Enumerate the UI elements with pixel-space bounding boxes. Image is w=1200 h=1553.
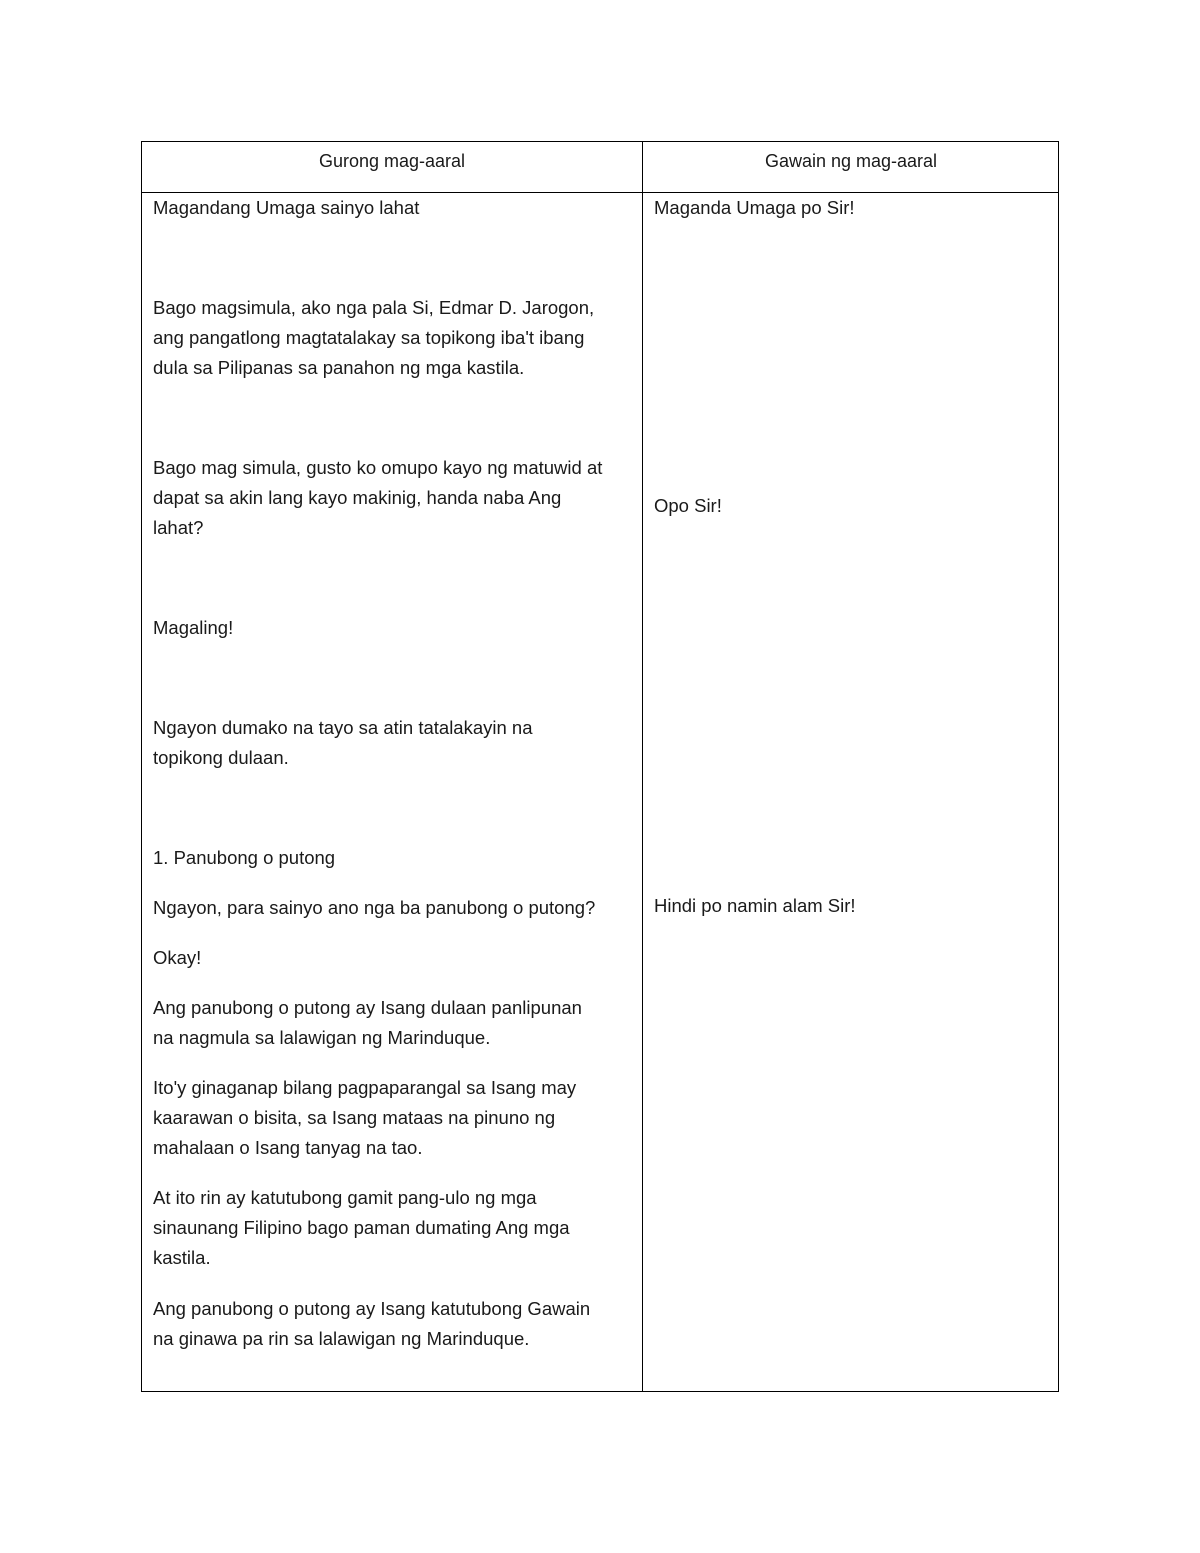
teacher-line: kastila. bbox=[153, 1247, 211, 1268]
teacher-line: Magandang Umaga sainyo lahat bbox=[153, 197, 420, 218]
teacher-line: At ito rin ay katutubong gamit pang-ulo ng mga bbox=[153, 1187, 537, 1208]
header-student: Gawain ng mag-aaral bbox=[764, 151, 938, 171]
lesson-table bbox=[141, 141, 1059, 1392]
teacher-line: ang pangatlong magtatalakay sa topikong iba't ibang bbox=[153, 327, 585, 348]
teacher-line: 1. Panubong o putong bbox=[153, 847, 336, 868]
teacher-line: topikong dulaan. bbox=[153, 747, 289, 768]
teacher-line: Ngayon dumako na tayo sa atin tatalakayin na bbox=[153, 717, 533, 738]
header-teacher: Gurong mag-aaral bbox=[318, 151, 466, 171]
teacher-line: kaarawan o bisita, sa Isang mataas na pinuno ng bbox=[153, 1107, 556, 1128]
teacher-line: sinaunang Filipino bago paman dumating Ang mga bbox=[153, 1217, 570, 1238]
teacher-line: lahat? bbox=[153, 517, 204, 538]
teacher-line: na ginawa pa rin sa lalawigan ng Marinduque. bbox=[153, 1328, 530, 1349]
teacher-line: Ang panubong o putong ay Isang dulaan panlipunan bbox=[153, 997, 582, 1018]
column-divider bbox=[642, 142, 643, 1391]
teacher-line: Magaling! bbox=[153, 617, 234, 638]
teacher-line: Okay! bbox=[153, 947, 202, 968]
student-line: Maganda Umaga po Sir! bbox=[654, 197, 855, 218]
teacher-line: Ngayon, para sainyo ano nga ba panubong o putong? bbox=[153, 897, 596, 918]
teacher-line: dapat sa akin lang kayo makinig, handa naba Ang bbox=[153, 487, 562, 508]
student-line: Hindi po namin alam Sir! bbox=[654, 895, 856, 916]
teacher-line: Ang panubong o putong ay Isang katutubong Gawain bbox=[153, 1298, 591, 1319]
teacher-line: na nagmula sa lalawigan ng Marinduque. bbox=[153, 1027, 491, 1048]
teacher-line: dula sa Pilipanas sa panahon ng mga kastila. bbox=[153, 357, 525, 378]
teacher-line: mahalaan o Isang tanyag na tao. bbox=[153, 1137, 423, 1158]
teacher-line: Ito'y ginaganap bilang pagpaparangal sa Isang may bbox=[153, 1077, 577, 1098]
teacher-line: Bago magsimula, ako nga pala Si, Edmar D. Jarogon, bbox=[153, 297, 595, 318]
student-line: Opo Sir! bbox=[654, 495, 722, 516]
teacher-line: Bago mag simula, gusto ko omupo kayo ng matuwid at bbox=[153, 457, 603, 478]
